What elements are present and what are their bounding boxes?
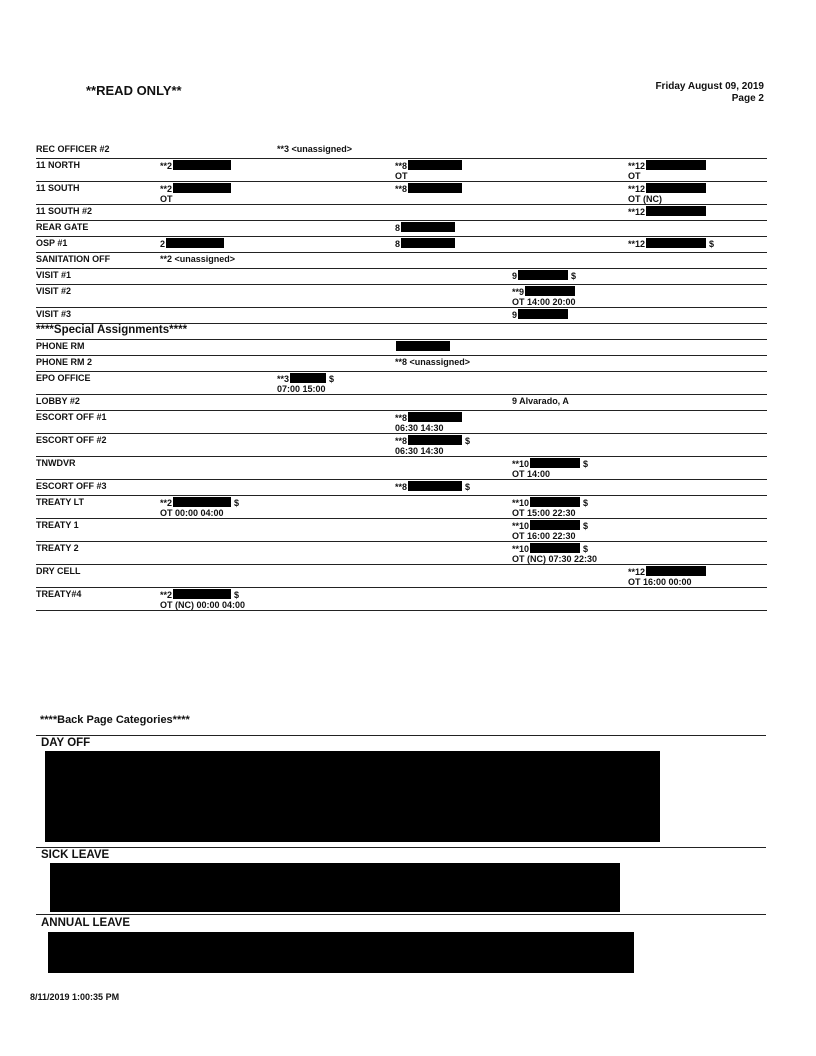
assignment-cell	[277, 373, 334, 394]
cell-line	[395, 183, 462, 194]
row-label: ESCORT OFF #1	[36, 412, 107, 422]
cell-prefix: **2	[160, 498, 173, 508]
redaction-bar	[173, 589, 231, 599]
row-label: TREATY LT	[36, 497, 84, 507]
cell-prefix: 8	[395, 223, 401, 233]
assignment-cell	[160, 589, 245, 610]
assignment-cell	[277, 144, 352, 154]
cell-line	[395, 481, 470, 492]
redaction-bar	[408, 481, 462, 491]
cell-suffix: $	[709, 239, 715, 249]
cell-line	[628, 566, 706, 577]
cell-line	[395, 435, 470, 446]
table-row	[36, 269, 767, 285]
cell-subtext: OT	[628, 171, 641, 181]
cell-suffix: $	[234, 590, 240, 600]
cell-prefix: **8	[395, 161, 408, 171]
table-row	[36, 496, 767, 519]
assignment-cell	[395, 481, 470, 492]
annual-leave-redaction	[48, 932, 634, 973]
cell-line	[628, 183, 706, 194]
row-label: VISIT #1	[36, 270, 72, 280]
assignment-cell	[160, 183, 231, 204]
cell-line	[512, 543, 597, 554]
sick-leave-bottom-rule	[36, 914, 766, 915]
row-label: DRY CELL	[36, 566, 81, 576]
table-row	[36, 285, 767, 308]
table-row	[36, 221, 767, 237]
row-label: 11 SOUTH	[36, 183, 80, 193]
cell-prefix: **8	[395, 436, 408, 446]
row-label: TREATY 1	[36, 520, 79, 530]
assignment-cell	[160, 254, 235, 264]
cell-line	[160, 183, 231, 194]
redaction-bar	[646, 183, 706, 193]
cell-subtext: OT	[160, 194, 173, 204]
cell-line	[160, 589, 245, 600]
cell-prefix: **8	[395, 482, 408, 492]
assignment-cell	[512, 543, 597, 564]
cell-line	[512, 270, 576, 281]
page-header-right	[655, 81, 764, 105]
cell-line	[512, 309, 568, 320]
assignment-cell	[395, 238, 455, 249]
cell-line	[512, 458, 588, 469]
cell-prefix: **2	[160, 184, 173, 194]
redaction-bar	[646, 238, 706, 248]
row-label: REC OFFICER #2	[36, 144, 110, 154]
assignment-cell	[512, 270, 576, 281]
redaction-bar	[530, 543, 580, 553]
redaction-bar	[646, 206, 706, 216]
redaction-bar	[518, 270, 568, 280]
table-row	[36, 519, 767, 542]
cell-prefix: **10	[512, 459, 530, 469]
assignment-cell	[628, 160, 706, 181]
day-off-redaction	[45, 751, 660, 842]
cell-line	[512, 497, 588, 508]
assignment-cell	[628, 566, 706, 587]
table-row	[36, 434, 767, 457]
assignment-cell	[628, 206, 706, 217]
cell-prefix: **12	[628, 239, 646, 249]
assignment-cell	[160, 497, 239, 518]
cell-subtext: OT (NC) 07:30 22:30	[512, 554, 598, 564]
table-row	[36, 143, 767, 159]
cell-line	[512, 286, 576, 297]
cell-subtext: OT	[395, 171, 408, 181]
redaction-bar	[646, 566, 706, 576]
cell-subtext: OT 14:00 20:00	[512, 297, 576, 307]
assignment-cell	[395, 435, 470, 456]
cell-subtext: OT 14:00	[512, 469, 551, 479]
cell-line	[628, 238, 714, 249]
cell-subtext: OT 00:00 04:00	[160, 508, 224, 518]
cell-prefix: **10	[512, 498, 530, 508]
row-label: PHONE RM 2	[36, 357, 93, 367]
cell-prefix: **12	[628, 184, 646, 194]
row-label: 11 SOUTH #2	[36, 206, 93, 216]
day-off-top-rule	[36, 735, 766, 736]
cell-line	[160, 238, 224, 249]
assignment-cell	[512, 520, 588, 541]
table-row	[36, 395, 767, 411]
row-label: VISIT #3	[36, 309, 72, 319]
redaction-bar	[408, 435, 462, 445]
redaction-bar	[173, 183, 231, 193]
cell-text: **8 <unassigned>	[395, 357, 471, 367]
cell-suffix: $	[329, 374, 335, 384]
redaction-bar	[408, 183, 462, 193]
assignment-cell	[395, 222, 455, 233]
cell-subtext: 06:30 14:30	[395, 423, 444, 433]
cell-prefix: **12	[628, 207, 646, 217]
cell-line	[277, 373, 334, 384]
cell-suffix: $	[465, 436, 471, 446]
table-row	[36, 588, 767, 611]
cell-subtext: OT (NC) 00:00 04:00	[160, 600, 246, 610]
header-date: Friday August 09, 2019	[655, 81, 764, 92]
cell-prefix: 9	[512, 271, 518, 281]
cell-prefix: **10	[512, 544, 530, 554]
redaction-bar	[530, 458, 580, 468]
assignment-cell	[160, 238, 224, 249]
table-row	[36, 356, 767, 372]
cell-prefix: **10	[512, 521, 530, 531]
cell-suffix: $	[583, 459, 589, 469]
cell-prefix: **8	[395, 184, 408, 194]
table-row	[36, 308, 767, 324]
table-row	[36, 182, 767, 205]
cell-prefix: **3	[277, 374, 290, 384]
table-row	[36, 565, 767, 588]
cell-text: **3 <unassigned>	[277, 144, 353, 154]
table-row	[36, 372, 767, 395]
redaction-bar	[396, 341, 450, 351]
assignment-cell	[628, 183, 706, 204]
category-label-sick-leave: SICK LEAVE	[41, 849, 110, 861]
cell-line	[160, 497, 239, 508]
cell-prefix: **2	[160, 161, 173, 171]
redaction-bar	[173, 160, 231, 170]
section-title: ****Special Assignments****	[36, 324, 188, 336]
category-label-day-off: DAY OFF	[41, 737, 91, 749]
row-label: OSP #1	[36, 238, 68, 248]
assignment-cell	[512, 396, 569, 406]
cell-prefix: **12	[628, 567, 646, 577]
table-row	[36, 253, 767, 269]
row-label: TNWDVR	[36, 458, 76, 468]
cell-subtext: 07:00 15:00	[277, 384, 326, 394]
cell-line	[395, 412, 462, 423]
row-label: ESCORT OFF #2	[36, 435, 107, 445]
redaction-bar	[408, 160, 462, 170]
cell-prefix: **8	[395, 413, 408, 423]
cell-subtext: 06:30 14:30	[395, 446, 444, 456]
row-label: 11 NORTH	[36, 160, 81, 170]
cell-text: **2 <unassigned>	[160, 254, 236, 264]
assignment-cell	[512, 497, 588, 518]
row-label: EPO OFFICE	[36, 373, 91, 383]
sick-leave-redaction	[50, 863, 620, 912]
assignment-cell	[395, 341, 450, 352]
table-row	[36, 457, 767, 480]
redaction-bar	[290, 373, 326, 383]
redaction-bar	[166, 238, 224, 248]
cell-line	[628, 206, 706, 217]
assignment-cell	[395, 183, 462, 194]
cell-prefix: 9	[512, 310, 518, 320]
print-timestamp: 8/11/2019 1:00:35 PM	[30, 992, 120, 1002]
category-label-annual-leave: ANNUAL LEAVE	[41, 917, 131, 929]
cell-line	[395, 160, 462, 171]
redaction-bar	[173, 497, 231, 507]
row-label: PHONE RM	[36, 341, 85, 351]
redaction-bar	[525, 286, 575, 296]
cell-line	[395, 222, 455, 233]
cell-subtext: OT (NC)	[628, 194, 662, 204]
cell-suffix: $	[571, 271, 577, 281]
row-label: ESCORT OFF #3	[36, 481, 107, 491]
assignment-cell	[395, 160, 462, 181]
table-row	[36, 205, 767, 221]
cell-prefix: **12	[628, 161, 646, 171]
cell-line	[160, 160, 231, 171]
assignment-cell	[395, 412, 462, 433]
assignment-cell	[512, 286, 576, 307]
redaction-bar	[401, 238, 455, 248]
redaction-bar	[530, 497, 580, 507]
row-label: TREATY#4	[36, 589, 82, 599]
table-row	[36, 340, 767, 356]
cell-suffix: $	[234, 498, 240, 508]
cell-suffix: $	[583, 498, 589, 508]
day-off-bottom-rule	[36, 847, 766, 848]
table-row	[36, 480, 767, 496]
cell-subtext: OT 16:00 00:00	[628, 577, 692, 587]
cell-prefix: **2	[160, 590, 173, 600]
section-header	[36, 324, 767, 340]
redaction-bar	[518, 309, 568, 319]
row-label: LOBBY #2	[36, 396, 80, 406]
assignment-cell	[395, 357, 470, 367]
redaction-bar	[401, 222, 455, 232]
read-only-banner: **READ ONLY**	[86, 83, 182, 98]
table-row	[36, 159, 767, 182]
row-label: SANITATION OFF	[36, 254, 111, 264]
row-label: VISIT #2	[36, 286, 72, 296]
cell-suffix: $	[583, 544, 589, 554]
redaction-bar	[646, 160, 706, 170]
cell-prefix: 2	[160, 239, 166, 249]
assignment-cell	[628, 238, 714, 249]
header-page-number: Page 2	[731, 93, 764, 104]
table-row	[36, 237, 767, 253]
redaction-bar	[408, 412, 462, 422]
assignment-cell	[512, 309, 568, 320]
cell-prefix: **9	[512, 287, 525, 297]
cell-suffix: $	[465, 482, 471, 492]
row-label: REAR GATE	[36, 222, 89, 232]
cell-line	[395, 238, 455, 249]
cell-subtext: OT 15:00 22:30	[512, 508, 576, 518]
assignment-table	[36, 143, 767, 611]
cell-line	[512, 520, 588, 531]
table-row	[36, 542, 767, 565]
cell-subtext: OT 16:00 22:30	[512, 531, 576, 541]
back-page-categories-title: ****Back Page Categories****	[40, 714, 190, 726]
row-label: TREATY 2	[36, 543, 79, 553]
cell-suffix: $	[583, 521, 589, 531]
assignment-cell	[160, 160, 231, 171]
cell-text: 9 Alvarado, A	[512, 396, 569, 406]
cell-line	[395, 341, 450, 352]
assignment-cell	[512, 458, 588, 479]
cell-prefix: 8	[395, 239, 401, 249]
table-row	[36, 411, 767, 434]
cell-line	[628, 160, 706, 171]
redaction-bar	[530, 520, 580, 530]
